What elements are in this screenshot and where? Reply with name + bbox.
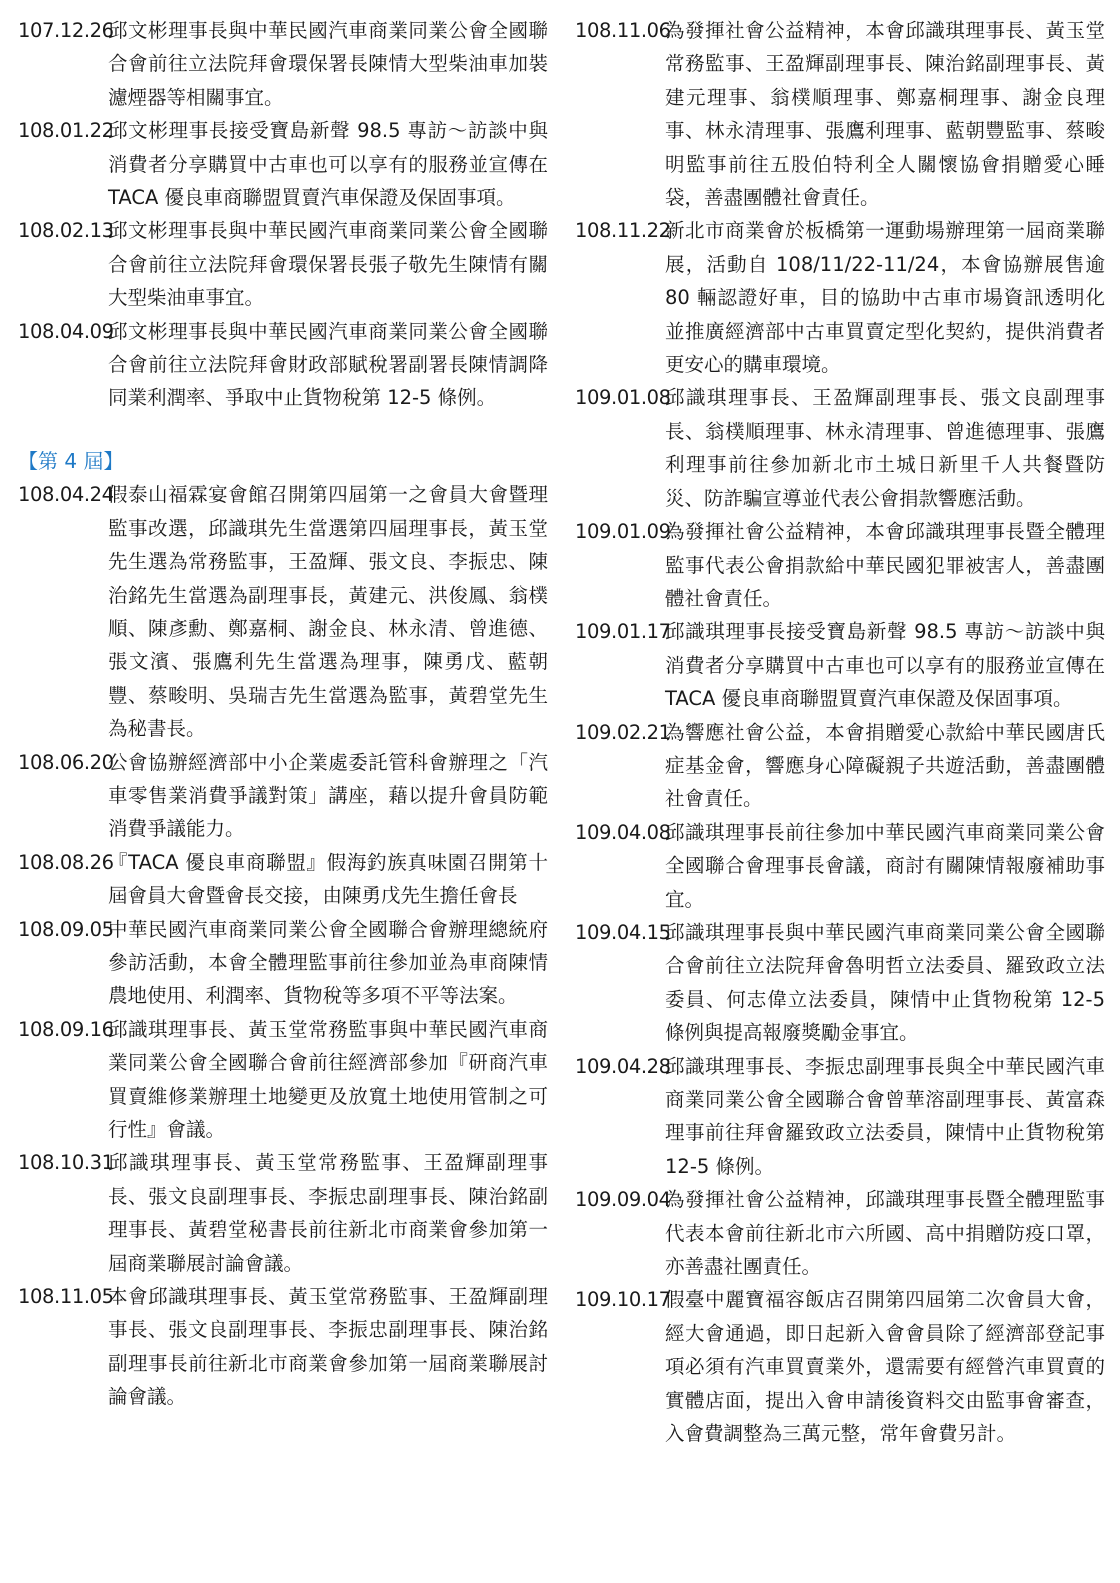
timeline-entry: [575, 381, 1105, 515]
entry-text: 邱識琪理事長前往參加中華民國汽車商業同業公會全國聯合會理事長會議，商討有關陳情報廢補助事宜。: [665, 820, 1105, 911]
entry-date: 109.10.17: [575, 1288, 671, 1312]
entry-text: 『TACA 優良車商聯盟』假海釣族真味園召開第十屆會員大會暨會長交接，由陳勇戊先生擔任會長: [108, 850, 548, 908]
entry-date: 108.04.24: [18, 483, 114, 507]
entry-date: 108.11.06: [575, 19, 671, 42]
entry-date: 108.09.05: [18, 917, 114, 941]
entry-text: 為發揮社會公益精神，本會邱識琪理事長、黃玉堂常務監事、王盈輝副理事長、陳治銘副理事長、黃建元理事、翁樸順理事、鄭嘉桐理事、謝金良理事、林永清理事、張鷹利理事、藍朝豐監事、蔡畯明監事前往五股伯特利全人關懷協會捐贈愛心睡袋，善盡團體社會責任。: [665, 19, 1105, 210]
timeline-entry: [18, 114, 548, 214]
entry-text: 新北市商業會於板橋第一運動場辦理第一屆商業聯展，活動自 108/11/22-11/24，本會協辦展售逾 80 輛認證好車，目的協助中古車市場資訊透明化並推廣經濟部中古車買賣定型化契約，提供消費者更安心的購車環境。: [665, 219, 1105, 377]
entry-text: 邱文彬理事長與中華民國汽車商業同業公會全國聯合會前往立法院拜會財政部賦稅署副署長陳情調降同業利潤率、爭取中止貨物稅第 12-5 條例。: [108, 319, 548, 410]
entry-date: 109.01.08: [575, 386, 671, 410]
timeline-entry: [18, 746, 548, 846]
timeline-entry: [575, 615, 1105, 715]
entry-date: 108.06.20: [18, 750, 114, 774]
entry-text: 假臺中麗寶福容飯店召開第四屆第二次會員大會，經大會通過，即日起新入會會員除了經濟部登記事項必須有汽車買賣業外，還需要有經營汽車買賣的實體店面，提出入會申請後資料交由監事會審查，入會費調整為三萬元整，常年會費另計。: [665, 1288, 1105, 1446]
timeline-entry: [18, 1013, 548, 1147]
timeline-entry: [18, 1280, 548, 1414]
timeline-entry: [575, 816, 1105, 916]
timeline-entry: [575, 1183, 1105, 1283]
entry-date: 108.10.31: [18, 1151, 114, 1175]
timeline-entry: [575, 716, 1105, 816]
entry-text: 假泰山福霖宴會館召開第四屆第一之會員大會暨理監事改選，邱識琪先生當選第四屆理事長，黃玉堂先生選為常務監事，王盈輝、張文良、李振忠、陳治銘先生當選為副理事長，黃建元、洪俊鳳、翁樸順、陳彥勳、鄭嘉桐、謝金良、林永清、曾進德、張文濱、張鷹利先生當選為理事，陳勇戊、藍朝豐、蔡畯明、吳瑞吉先生當選為監事，黃碧堂先生為秘書長。: [108, 483, 548, 741]
timeline-entry: [575, 916, 1105, 1050]
entry-date: 108.02.13: [18, 219, 114, 243]
timeline-entry: [18, 214, 548, 314]
entry-text: 邱文彬理事長與中華民國汽車商業同業公會全國聯合會前往立法院拜會環保署長陳情大型柴油車加裝濾煙器等相關事宜。: [108, 19, 548, 109]
entry-date: 108.11.05: [18, 1285, 114, 1309]
entry-date: 108.11.22: [575, 219, 671, 243]
timeline-entry: [575, 214, 1105, 381]
entry-text: 本會邱識琪理事長、黃玉堂常務監事、王盈輝副理事長、張文良副理事長、李振忠副理事長、陳治銘副理事長前往新北市商業會參加第一屆商業聯展討論會議。: [108, 1285, 548, 1409]
entry-text: 邱識琪理事長、李振忠副理事長與全中華民國汽車商業同業公會全國聯合會曾華溶副理事長、黃富森理事前往拜會羅致政立法委員，陳情中止貨物稅第 12-5 條例。: [665, 1054, 1105, 1178]
entry-text: 邱文彬理事長與中華民國汽車商業同業公會全國聯合會前往立法院拜會環保署長張子敬先生陳情有關大型柴油車事宜。: [108, 219, 548, 310]
entry-date: 108.09.16: [18, 1017, 114, 1041]
timeline-entry: [18, 846, 548, 913]
entry-text: 為發揮社會公益精神，邱識琪理事長暨全體理監事代表本會前往新北市六所國、高中捐贈防疫口罩，亦善盡社團責任。: [665, 1188, 1105, 1279]
entry-date: 109.02.21: [575, 720, 671, 744]
timeline-entry: [575, 14, 1105, 214]
entry-text: 為響應社會公益，本會捐贈愛心款給中華民國唐氏症基金會，響應身心障礙親子共遊活動，善盡團體社會責任。: [665, 720, 1105, 811]
left-column: [18, 14, 548, 1414]
entry-date: 108.01.22: [18, 119, 114, 143]
entry-text: 公會協辦經濟部中小企業處委託管科會辦理之「汽車零售業消費爭議對策」講座，藉以提升會員防範消費爭議能力。: [108, 750, 548, 841]
entry-date: 108.08.26: [18, 850, 114, 874]
entry-text: 為發揮社會公益精神，本會邱識琪理事長暨全體理監事代表公會捐款給中華民國犯罪被害人，善盡團體社會責任。: [665, 520, 1105, 610]
entry-date: 109.01.17: [575, 620, 671, 644]
entry-date: 108.04.09: [18, 319, 114, 343]
entry-date: 107.12.26: [18, 19, 114, 42]
timeline-entry: [18, 1146, 548, 1280]
timeline-entry: [575, 1050, 1105, 1184]
timeline-entry: [18, 315, 548, 415]
entry-date: 109.04.15: [575, 920, 671, 944]
section-heading: 【第 4 屆】: [18, 448, 124, 473]
timeline-entry: [575, 515, 1105, 615]
entry-date: 109.09.04: [575, 1188, 671, 1212]
entry-text: 邱識琪理事長、王盈輝副理事長、張文良副理事長、翁樸順理事、林永清理事、曾進德理事、張鷹利理事前往參加新北市土城日新里千人共餐暨防災、防詐騙宣導並代表公會捐款響應活動。: [665, 386, 1105, 510]
entry-date: 109.04.08: [575, 820, 671, 844]
timeline-entry: [18, 478, 548, 745]
entry-text: 邱識琪理事長、黃玉堂常務監事、王盈輝副理事長、張文良副理事長、李振忠副理事長、陳治銘副理事長、黃碧堂秘書長前往新北市商業會參加第一屆商業聯展討論會議。: [108, 1151, 548, 1275]
entry-text: 邱識琪理事長與中華民國汽車商業同業公會全國聯合會前往立法院拜會魯明哲立法委員、羅致政立法委員、何志偉立法委員，陳情中止貨物稅第 12-5 條例與提高報廢獎勵金事宜。: [665, 920, 1105, 1045]
timeline-entry: [575, 1283, 1105, 1450]
entry-text: 邱識琪理事長接受寶島新聲 98.5 專訪～訪談中與消費者分享購買中古車也可以享有的服務並宣傳在 TACA 優良車商聯盟買賣汽車保證及保固事項。: [665, 620, 1105, 711]
entry-text: 邱識琪理事長、黃玉堂常務監事與中華民國汽車商業同業公會全國聯合會前往經濟部參加『研商汽車買賣維修業辦理土地變更及放寬土地使用管制之可行性』會議。: [108, 1017, 548, 1141]
entry-date: 109.04.28: [575, 1054, 671, 1078]
timeline-entry: [18, 913, 548, 1013]
timeline-entry: [18, 14, 548, 114]
right-column: [575, 14, 1105, 1450]
entry-text: 中華民國汽車商業同業公會全國聯合會辦理總統府參訪活動，本會全體理監事前往參加並為車商陳情農地使用、利潤率、貨物稅等多項不平等法案。: [108, 917, 548, 1008]
entry-text: 邱文彬理事長接受寶島新聲 98.5 專訪～訪談中與消費者分享購買中古車也可以享有的服務並宣傳在 TACA 優良車商聯盟買賣汽車保證及保固事項。: [108, 119, 548, 210]
entry-date: 109.01.09: [575, 520, 671, 544]
